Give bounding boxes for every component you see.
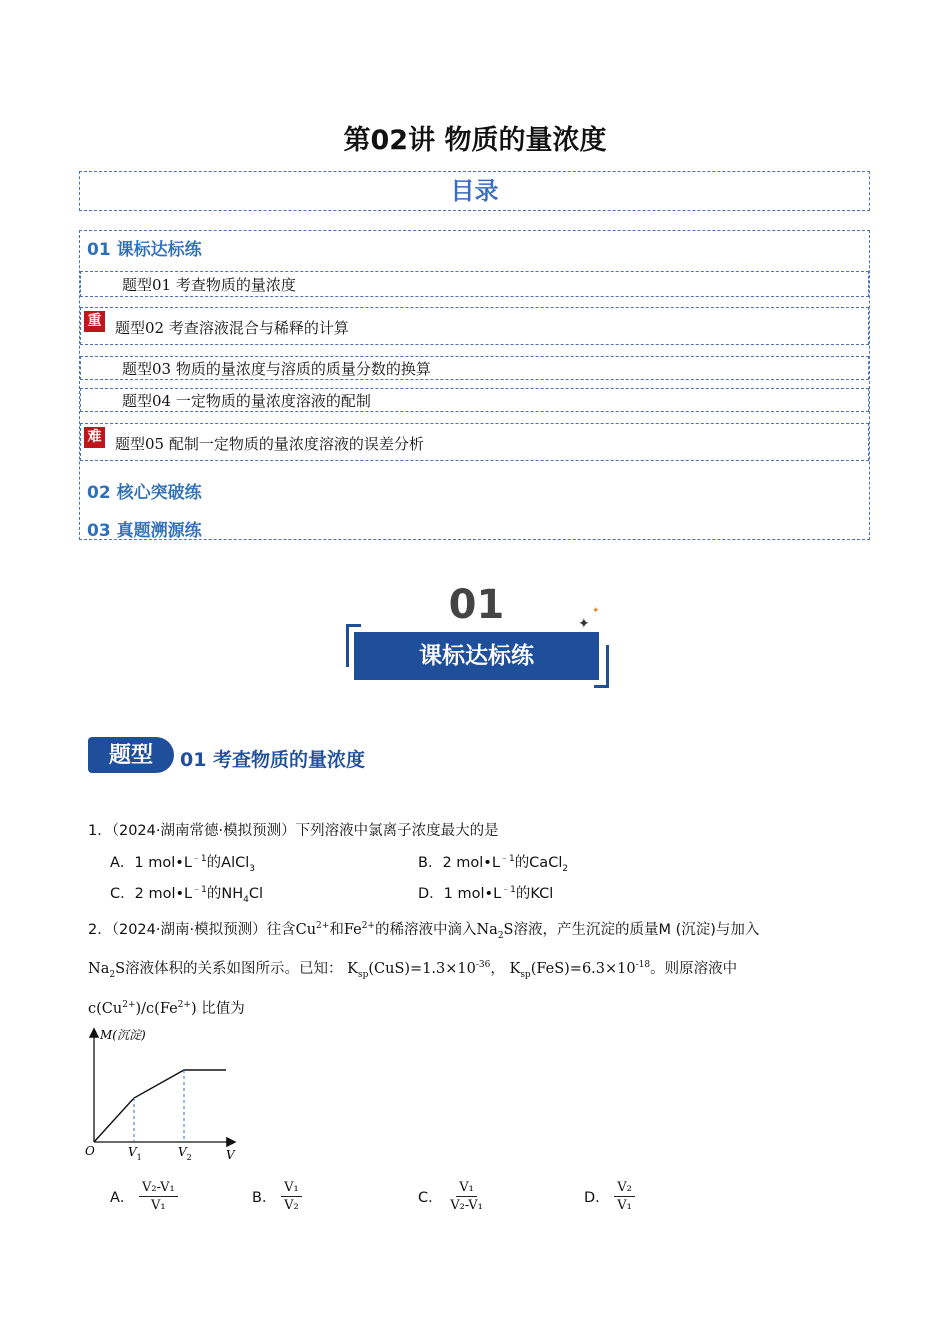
v-label: V: [226, 1148, 235, 1162]
toc-heading-box: [79, 171, 870, 211]
toc-item-2[interactable]: 重 题型02 考查溶液混合与稀释的计算: [80, 307, 869, 345]
q2-option-b[interactable]: B． $\frac{\text{V₁}}{\text{V₂}}$: [252, 1180, 302, 1213]
origin-label: O: [85, 1144, 95, 1158]
v1-label: $V_1$: [128, 1145, 142, 1162]
toc-item-5[interactable]: 难 题型05 配制一定物质的量浓度溶液的误差分析: [80, 423, 869, 461]
precipitate-graph: [84, 1024, 244, 1169]
toc-item-1[interactable]: 题型01 考查物质的量浓度: [80, 271, 869, 297]
toc-sec2[interactable]: 02 核心突破练: [87, 483, 202, 503]
q2-option-d[interactable]: D． $\frac{\text{V₂}}{\text{V₁}}$: [584, 1180, 635, 1213]
y-label: M(沉淀): [100, 1028, 146, 1042]
key-tag: 重: [84, 311, 105, 332]
question-2-line2: $Na_2S$溶液体积的关系如图所示。已知： $K_{sp}(CuS)=1.3\times 10^{-36}$， $K_{sp}(FeS)=6.3\times 10^{-18}$。则原溶液中: [88, 960, 738, 980]
q1-option-a[interactable]: A．1 $mol•L^{﹣1}$的AlCl$_3$: [110, 854, 255, 874]
banner-label: 课标达标练: [354, 632, 599, 680]
q1-option-d[interactable]: D．1 $mol•L^{﹣1}$的KCl: [418, 885, 554, 902]
section-banner: [344, 582, 609, 692]
toc-box: [79, 230, 870, 540]
question-2-line3: $c(Cu^{2+})/c(Fe^{2+})$ 比值为: [88, 1000, 245, 1017]
toc-sec1[interactable]: 01 课标达标练: [87, 240, 202, 260]
hard-tag: 难: [84, 427, 105, 448]
q1-option-c[interactable]: C．2 $mol•L^{﹣1}$的$NH_4Cl$: [110, 885, 263, 905]
banner-number: 01: [448, 582, 505, 628]
sparkle-icon: ✦: [592, 606, 600, 616]
type-badge: 题型: [88, 737, 174, 773]
page-title: 第02讲 物质的量浓度: [343, 125, 607, 156]
curve: [94, 1070, 226, 1142]
v2-label: $V_2$: [178, 1145, 192, 1162]
toc-item-3[interactable]: 题型03 物质的量浓度与溶质的质量分数的换算: [80, 356, 869, 380]
type-heading: 01 考查物质的量浓度: [180, 749, 366, 771]
question-2-line1: 2．（2024·湖南·模拟预测）往含$Cu^{2+}$和$Fe^{2+}$的稀溶液中滴入$Na_2S$溶液，产生沉淀的质量M (沉淀)与加入: [88, 921, 760, 941]
q1-option-b[interactable]: B．2 $mol•L^{﹣1}$的CaCl$_2$: [418, 854, 569, 874]
toc-sec3[interactable]: 03 真题溯源练: [87, 521, 202, 541]
q2-option-c[interactable]: C． $\frac{\text{V₁}}{\text{V₂-V₁}}$: [418, 1180, 483, 1213]
sparkle-icon: ✦: [578, 616, 590, 632]
toc-heading: 目录: [450, 177, 499, 205]
question-1-stem: 1．（2024·湖南常德·模拟预测）下列溶液中氯离子浓度最大的是: [88, 823, 499, 839]
toc-item-4[interactable]: 题型04 一定物质的量浓度溶液的配制: [80, 388, 869, 412]
q2-option-a[interactable]: A． $\frac{\text{V₂-V₁}}{\text{V₁}}$: [110, 1180, 178, 1213]
